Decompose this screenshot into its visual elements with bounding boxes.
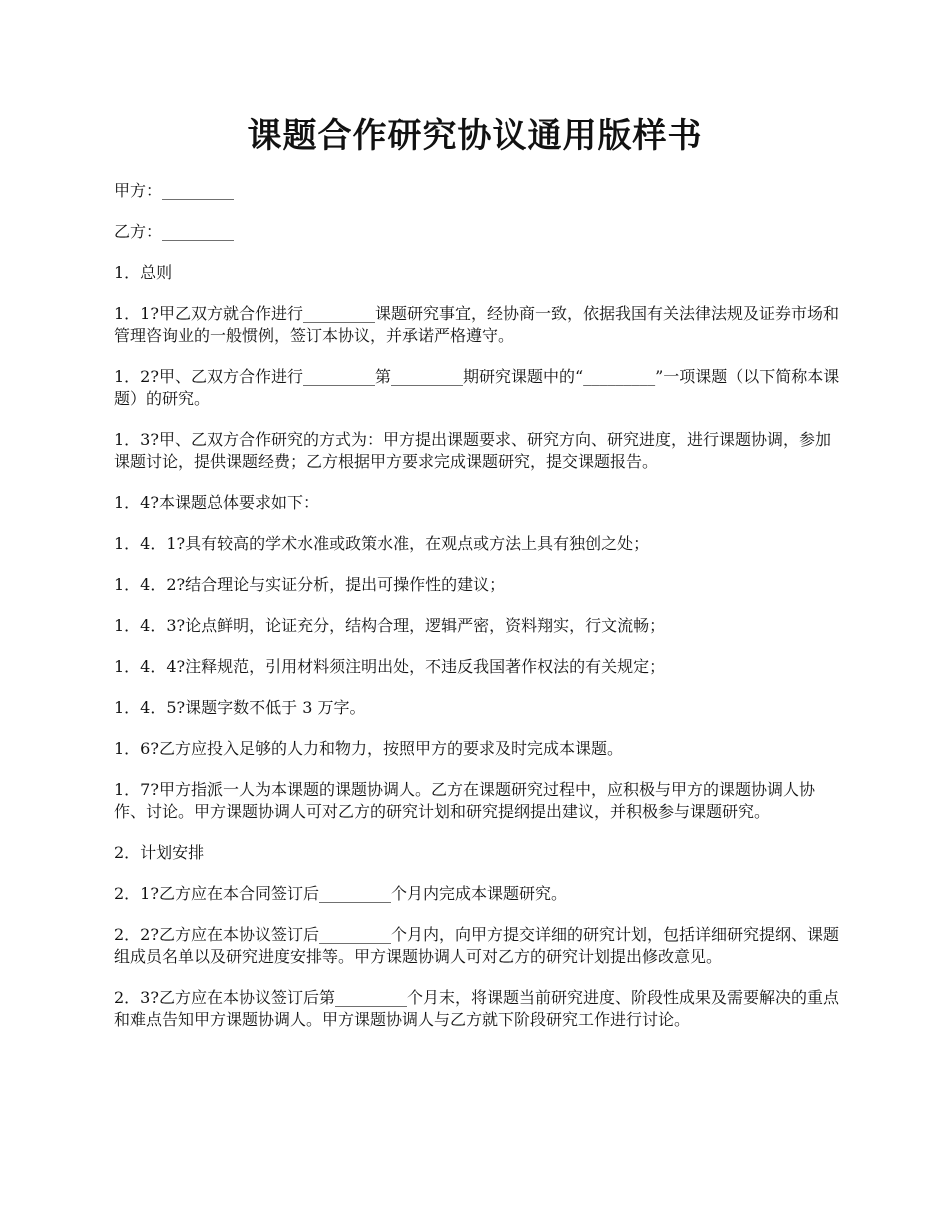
- clause-1-4-1: 1．4．1?具有较高的学术水准或政策水准，在观点或方法上具有独创之处；: [114, 534, 650, 553]
- clause-1-4-3: 1．4．3?论点鲜明，论证充分，结构合理，逻辑严密，资料翔实，行文流畅；: [114, 616, 666, 635]
- section-heading-plan: 2．计划安排: [114, 843, 205, 862]
- section-heading-general: 1．总则: [114, 263, 173, 282]
- party-b-line: 乙方：_________: [114, 222, 235, 241]
- clause-1-2: 1．2?甲、乙双方合作进行_________第_________期研究课题中的“_________”一项课题（以下简称本课题）的研究。: [114, 367, 840, 408]
- document-title: 课题合作研究协议通用版样书: [247, 116, 703, 156]
- clause-2-1: 2．1?乙方应在本合同签订后_________个月内完成本课题研究。: [114, 884, 567, 903]
- clause-1-4-5: 1．4．5?课题字数不低于 3 万字。: [114, 698, 366, 717]
- clause-1-7: 1．7?甲方指派一人为本课题的课题协调人。乙方在课题研究过程中，应积极与甲方的课题协调人协作、讨论。甲方课题协调人可对乙方的研究计划和研究提纲提出建议，并积极参与课题研究。: [114, 780, 815, 821]
- clause-2-3: 2．3?乙方应在本协议签订后第_________个月末，将课题当前研究进度、阶段性成果及需要解决的重点和难点告知甲方课题协调人。甲方课题协调人与乙方就下阶段研究工作进行讨论。: [114, 988, 839, 1029]
- document-body: [114, 180, 846, 1050]
- clause-2-2: 2．2?乙方应在本协议签订后_________个月内，向甲方提交详细的研究计划，包括详细研究提纲、课题组成员名单以及研究进度安排等。甲方课题协调人可对乙方的研究计划提出修改意见。: [114, 925, 839, 966]
- clause-1-4-4: 1．4．4?注释规范，引用材料须注明出处，不违反我国著作权法的有关规定；: [114, 657, 666, 676]
- clause-1-4: 1．4?本课题总体要求如下：: [114, 493, 319, 512]
- clause-1-4-2: 1．4．2?结合理论与实证分析，提出可操作性的建议；: [114, 575, 506, 594]
- clause-1-3: 1．3?甲、乙双方合作研究的方式为：甲方提出课题要求、研究方向、研究进度，进行课题协调，参加课题讨论，提供课题经费；乙方根据甲方要求完成课题研究，提交课题报告。: [114, 430, 831, 471]
- clause-1-1: 1．1?甲乙双方就合作进行_________课题研究事宜，经协商一致，依据我国有关法律法规及证券市场和管理咨询业的一般惯例，签订本协议，并承诺严格遵守。: [114, 304, 839, 345]
- party-a-line: 甲方：_________: [114, 181, 235, 200]
- clause-1-6: 1．6?乙方应投入足够的人力和物力，按照甲方的要求及时完成本课题。: [114, 739, 623, 758]
